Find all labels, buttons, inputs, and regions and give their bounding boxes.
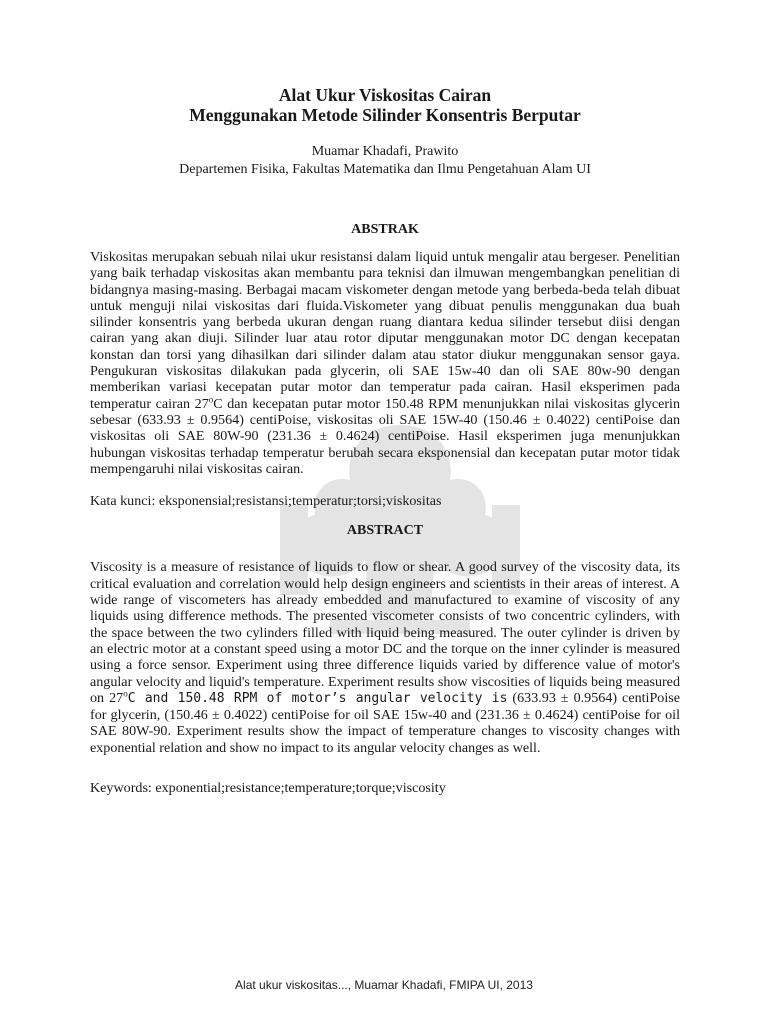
- abstrak-degree-sup: o: [208, 393, 214, 404]
- abstract-paragraph: [90, 559, 680, 756]
- abstrak-heading: ABSTRAK: [351, 222, 419, 237]
- page-footer: Alat ukur viskositas..., Muamar Khadafi, FMIPA UI, 2013: [235, 978, 533, 992]
- abstrak-paragraph: [90, 249, 680, 477]
- paper-content: [90, 85, 680, 796]
- abstract-heading: ABSTRACT: [346, 523, 424, 539]
- abstract-text-part-2: (633.93 ± 0.9564) centiPoise for glycerin, (150.46 ± 0.4022) centiPoise for oil SAE 15w-40 and (231.36 ± 0.4624) centiPoise for oil SAE 80W-90. Experiment results show the impact of temperature changes to viscosity changes with exponential relation and show no impact to its angular velocity changes as well.: [90, 689, 680, 756]
- abstrak-text-part-1: Viskositas merupakan sebuah nilai ukur resistansi dalam liquid untuk mengalir atau bergeser. Penelitian yang baik terhadap viskositas akan membantu para teknisi dan ilmuwan mengembangkan penelitian di bidangnya masing-masing. Berbagai macam viskometer dengan metode yang berbeda-beda telah dibuat untuk menguji nilai viskositas dari fluida.Viskometer yang dibuat penulis menggunakan dua buah silinder konsentris yang berbeda ukuran dengan ruang diantara kedua silinder tersebut diisi dengan cairan yang akan diuji. Silinder luar atau rotor diputar menggunakan motor DC dengan kecepatan konstan dan torsi yang dihasilkan dari silinder dalam atau stator diukur menggunakan sensor gaya. Pengukuran viskositas dilakukan pada glycerin, oli SAE 15w-40 dan oli SAE 80w-90 dengan memberikan variasi kecepatan putar motor dan temperatur pada cairan. Hasil eksperimen pada temperatur cairan 27: [90, 249, 680, 412]
- abstract-text-part-1: Viscosity is a measure of resistance of liquids to flow or shear. A good survey of the viscosity data, its critical evaluation and correlation would help design engineers and scientists in their areas of interest. A wide range of viscometers has already embedded and manufactured to examine of viscosity of any liquids using difference methods. The presented viscometer consists of two concentric cylinders, with the space between the two cylinders filled with liquid being measured. The outer cylinder is driven by an electric motor at a constant speed using a motor DC and the torque on the inner cylinder is measured using a force sensor. Experiment using three difference liquids varied by difference value of motor's angular velocity and liquid's temperature. Experiment results show viscosities of liquids being measured on 27: [90, 559, 680, 706]
- abstrak-text-part-2: C dan kecepatan putar motor 150.48 RPM menunjukkan nilai viskositas glycerin sebesar (633.93 ± 0.9564) centiPoise, viskositas oli SAE 15W-40 (150.46 ± 0.4022) centiPoise dan viskositas oli SAE 80W-90 (231.36 ± 0.4624) centiPoise. Hasil eksperimen juga menunjukkan hubungan viskositas terhadap temperatur berubah secara eksponensial dan kecepatan putar motor tidak mempengaruhi nilai viskositas cairan.: [90, 395, 680, 477]
- abstract-degree-sup: o: [123, 688, 128, 699]
- abstract-mono-text: C and 150.48 RPM of motor’s angular velocity is: [127, 690, 508, 706]
- paper-title: [90, 85, 680, 125]
- title-line-2: Menggunakan Metode Silinder Konsentris Berputar: [189, 105, 581, 125]
- author-affiliation: Departemen Fisika, Fakultas Matematika dan Ilmu Pengetahuan Alam UI: [179, 162, 591, 177]
- keywords: Keywords: exponential;resistance;temperature;torque;viscosity: [90, 780, 446, 797]
- author-names: Muamar Khadafi, Prawito: [311, 144, 459, 159]
- kata-kunci: Kata kunci: eksponensial;resistansi;temperatur;torsi;viskositas: [90, 493, 442, 510]
- title-line-1: Alat Ukur Viskositas Cairan: [278, 85, 492, 105]
